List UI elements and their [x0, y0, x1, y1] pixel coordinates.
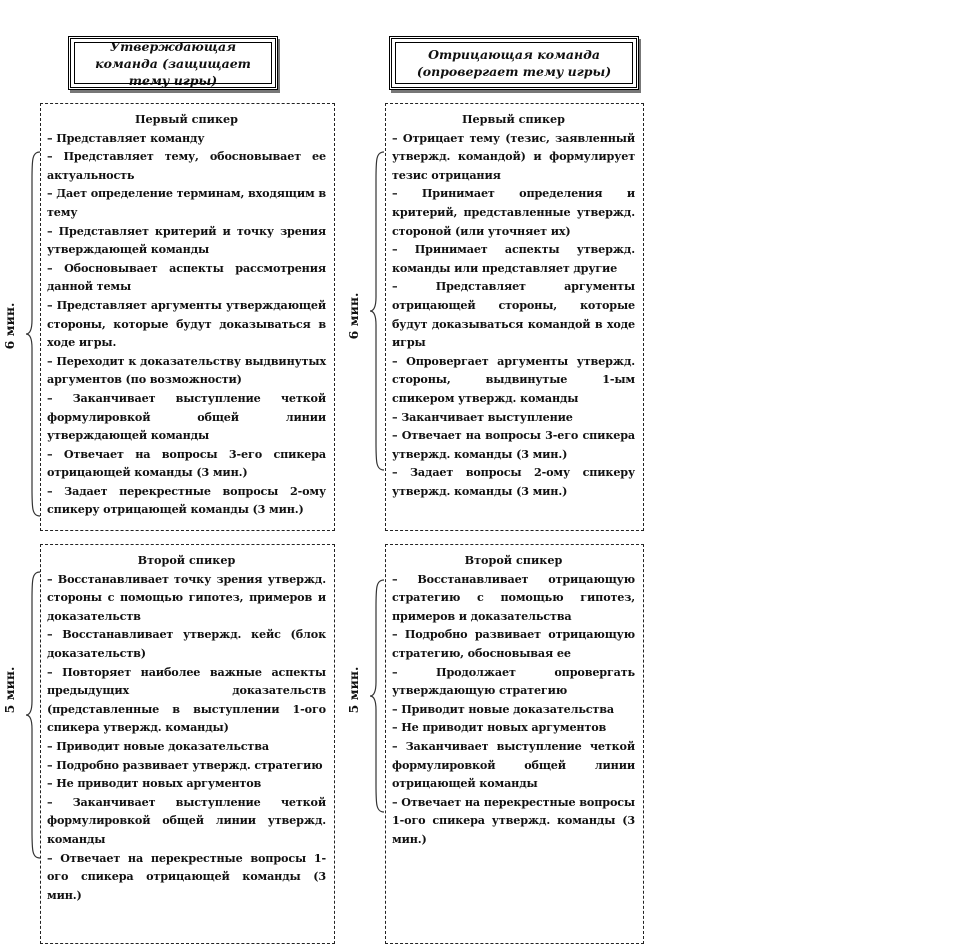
speaker-point: – Отвечает на перекрестные вопросы 1-ого спикера отрицающей команды (3 мин.) — [47, 850, 326, 902]
speaker-point: – Отрицает тему (тезис, заявленный утвержд. командой) и формулирует тезис отрицания — [392, 130, 635, 182]
speaker-point: – Принимает определения и критерий, представленные утвержд. стороной (или уточняет их) — [392, 186, 635, 238]
speaker-point: – Представляет тему, обосновывает ее актуальность — [47, 149, 326, 182]
speaker-point: – Продолжает опровергать утверждающую стратегию — [392, 664, 635, 698]
negative-second-speaker-box — [385, 544, 644, 944]
speaker-point: – Отвечает на вопросы 3-его спикера отрицающей команды (3 мин.) — [47, 446, 326, 480]
speaker-point: – Повторяет наиболее важные аспекты предыдущих доказательств (представленные в выступлении 1-ого спикера утвержд. команды) — [47, 664, 326, 735]
speaker-title: Первый спикер — [461, 112, 565, 126]
speaker-title: Второй спикер — [137, 553, 236, 567]
speaker-point: – Опровергает аргументы утвержд. стороны, выдвинутые 1-ым спикером утвержд. команды — [392, 353, 635, 405]
negative-first-brace — [368, 150, 386, 472]
negative-first-speaker-box — [385, 103, 644, 531]
speaker-point: – Представляет команду — [47, 130, 205, 145]
negative-first-time-label: 6 мин. — [346, 292, 361, 340]
speaker-point: – Приводит новые доказательства — [47, 738, 269, 753]
speaker-point: – Представляет аргументы отрицающей стороны, которые будут доказываться командой в ходе игры — [392, 279, 635, 350]
speaker-point: – Восстанавливает отрицающую стратегию с помощью гипотез, примеров и доказательства — [392, 571, 635, 623]
negative-second-time-label: 5 мин. — [346, 666, 361, 714]
speaker-title: Первый спикер — [134, 112, 238, 126]
speaker-point: – Не приводит новых аргументов — [47, 776, 262, 791]
speaker-point: – Отвечает на вопросы 3-его спикера утвержд. команды (3 мин.) — [392, 428, 635, 461]
affirmative-team-header-text: Утверждающая команда (защищает тему игры) — [95, 38, 251, 88]
speaker-point: – Заканчивает выступление четкой формулировкой общей линии утверждающей команды — [47, 390, 326, 443]
affirmative-team-header — [68, 36, 278, 90]
speaker-point: – Не приводит новых аргументов — [392, 720, 607, 735]
affirmative-first-speaker-box — [40, 103, 335, 531]
speaker-point: – Задает вопросы 2-ому спикеру утвержд. команды (3 мин.) — [392, 465, 635, 498]
speaker-point: – Обосновывает аспекты рассмотрения данной темы — [47, 260, 326, 294]
speaker-point: – Представляет аргументы утверждающей стороны, которые будут доказываться в ходе игры. — [47, 297, 326, 350]
negative-team-header — [389, 36, 639, 90]
affirmative-first-brace — [24, 150, 42, 518]
speaker-point: – Подробно развивает отрицающую стратегию, обосновывая ее — [392, 627, 635, 660]
affirmative-second-brace — [24, 570, 42, 860]
speaker-point: – Заканчивает выступление четкой формулировкой общей линии отрицающей команды — [392, 738, 635, 791]
speaker-point: – Дает определение терминам, входящим в тему — [47, 186, 326, 219]
affirmative-second-speaker-box — [40, 544, 335, 944]
speaker-point: – Задает перекрестные вопросы 2-ому спикеру отрицающей команды (3 мин.) — [47, 483, 326, 517]
speaker-title: Второй спикер — [464, 553, 563, 567]
negative-team-header-text: Отрицающая команда (опровергает тему игры) — [416, 47, 612, 79]
speaker-point: – Приводит новые доказательства — [392, 701, 614, 716]
speaker-point: – Представляет критерий и точку зрения утверждающей команды — [47, 223, 326, 257]
speaker-point: – Заканчивает выступление — [392, 409, 573, 424]
speaker-point: – Подробно развивает утвержд. стратегию — [47, 757, 323, 772]
speaker-point: – Переходит к доказательству выдвинутых аргументов (по возможности) — [47, 353, 326, 387]
speaker-point: – Восстанавливает утвержд. кейс (блок доказательств) — [47, 627, 326, 660]
speaker-point: – Восстанавливает точку зрения утвержд. стороны с помощью гипотез, примеров и доказательств — [47, 571, 326, 623]
speaker-point: – Принимает аспекты утвержд. команды или представляет другие — [392, 242, 635, 275]
affirmative-second-time-label: 5 мин. — [2, 666, 17, 714]
affirmative-first-time-label: 6 мин. — [2, 302, 17, 350]
negative-second-brace — [368, 578, 386, 814]
speaker-point: – Заканчивает выступление четкой формулировкой общей линии утвержд. команды — [47, 794, 326, 846]
speaker-point: – Отвечает на перекрестные вопросы 1-ого спикера утвержд. команды (3 мин.) — [392, 794, 635, 846]
